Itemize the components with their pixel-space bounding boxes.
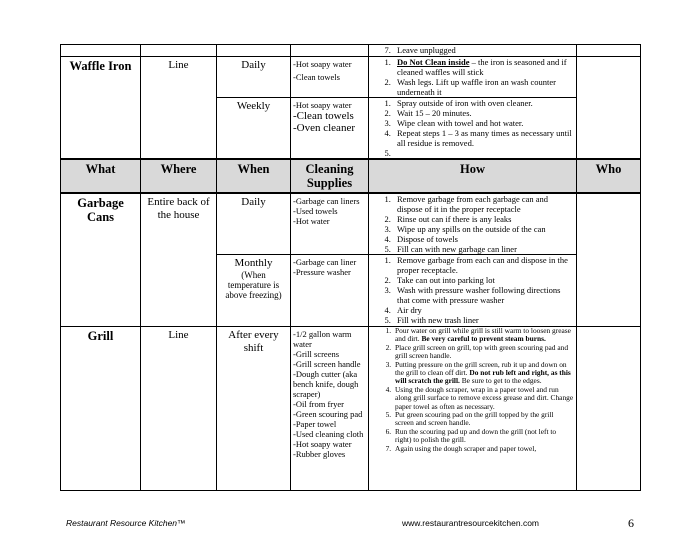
how-step: 1. Remove garbage from each garbage can and dispose of it in the proper receptacle [393,194,574,214]
how-step: 4. Repeat steps 1 – 3 as many times as necessary until all residue is removed. [393,128,574,148]
how-step [393,148,574,158]
table-row [61,57,641,98]
how-step: 2. Wash legs. Lift up waffle iron an wash counter underneath it [393,77,574,97]
supplies-cell: -Hot soapy water -Clean towels [291,57,369,98]
footer-brand: Restaurant Resource Kitchen™ [66,518,186,528]
table-row [61,327,641,491]
supplies-cell: -Garbage can liner -Pressure washer [291,255,369,327]
how-cell [369,327,577,491]
footer-url: www.restaurantresourcekitchen.com [402,518,540,528]
area-location: Line [141,57,217,160]
table-row [61,45,641,57]
how-step: 2. Place grill screen on grill, top with green scouring pad and grill screen handle. [393,344,574,361]
frequency: Monthly (When temperature is above freezing) [217,255,291,327]
area-name: Waffle Iron [61,57,141,160]
header-supplies: Cleaning Supplies [291,159,369,193]
how-step: 2. Rinse out can if there is any leaks [393,214,574,224]
header-when: When [217,159,291,193]
supplies-cell: -1/2 gallon warm water -Grill screens -Grill screen handle -Dough cutter (aka bench knife, dough scraper) -Oil from fryer -Green scouring pad -Paper towel -Used cleaning cloth -Hot soapy water -Rubber gloves [291,327,369,491]
how-step: 5. Put green scouring pad on the grill topped by the grill screen and screen handle. [393,411,574,428]
frequency: Daily [217,57,291,98]
area-location: Entire back of the house [141,193,217,327]
header-what: What [61,159,141,193]
how-step: 1. Spray outside of iron with oven cleaner. [393,98,574,108]
how-step: 2. Take can out into parking lot [393,275,574,285]
page-number: 6 [628,516,634,530]
supplies-cell: -Hot soapy water -Clean towels -Oven cleaner [291,98,369,160]
how-step: 3. Putting pressure on the grill screen, rub it up and down on the grill to clean off dirt. Do not rub left and right, as this will scratch the grill. Be sure to get to the edges. [393,361,574,386]
frequency: Weekly [217,98,291,160]
how-step: 5. Fill with new trash liner [393,315,574,325]
how-step: 7. Leave unplugged [393,45,574,55]
how-step: 5. Fill can with new garbage can liner [393,244,574,254]
how-step: 4. Dispose of towels [393,234,574,244]
how-step: 3. Wipe up any spills on the outside of the can [393,224,574,234]
table-header-row [61,159,641,193]
header-where: Where [141,159,217,193]
header-who: Who [577,159,641,193]
area-name: Garbage Cans [61,193,141,327]
supplies-cell: -Garbage can liners -Used towels -Hot water [291,193,369,255]
area-name: Grill [61,327,141,491]
area-location: Line [141,327,217,491]
cleaning-schedule-table [60,44,641,491]
how-step: 4. Using the dough scraper, wrap in a paper towel and run along grill surface to remove excess grease and dirt. Change paper towel as often as necessary. [393,386,574,411]
table-row [61,193,641,255]
how-step: 2. Wait 15 – 20 minutes. [393,108,574,118]
how-cell [369,57,577,98]
header-how: How [369,159,577,193]
how-step: 3. Wipe clean with towel and hot water. [393,118,574,128]
how-step: 4. Air dry [393,305,574,315]
how-step: 1. Remove garbage from each can and dispose in the proper receptacle. [393,255,574,275]
how-step: 6. Run the scouring pad up and down the grill (not left to right) to polish the grill. [393,428,574,445]
how-step: 3. Wash with pressure washer following directions that come with pressure washer [393,285,574,305]
how-cell [369,255,577,327]
how-step: 7. Again using the dough scraper and paper towel, [393,445,574,453]
how-cell [369,193,577,255]
frequency: After every shift [217,327,291,491]
how-cell [369,98,577,160]
how-step: 1. Pour water on grill while grill is still warm to loosen grease and dirt. Be very careful to prevent steam burns. [393,327,574,344]
how-step: 1. Do Not Clean inside – the iron is seasoned and if cleaned waffles will stick [393,57,574,77]
frequency: Daily [217,193,291,255]
